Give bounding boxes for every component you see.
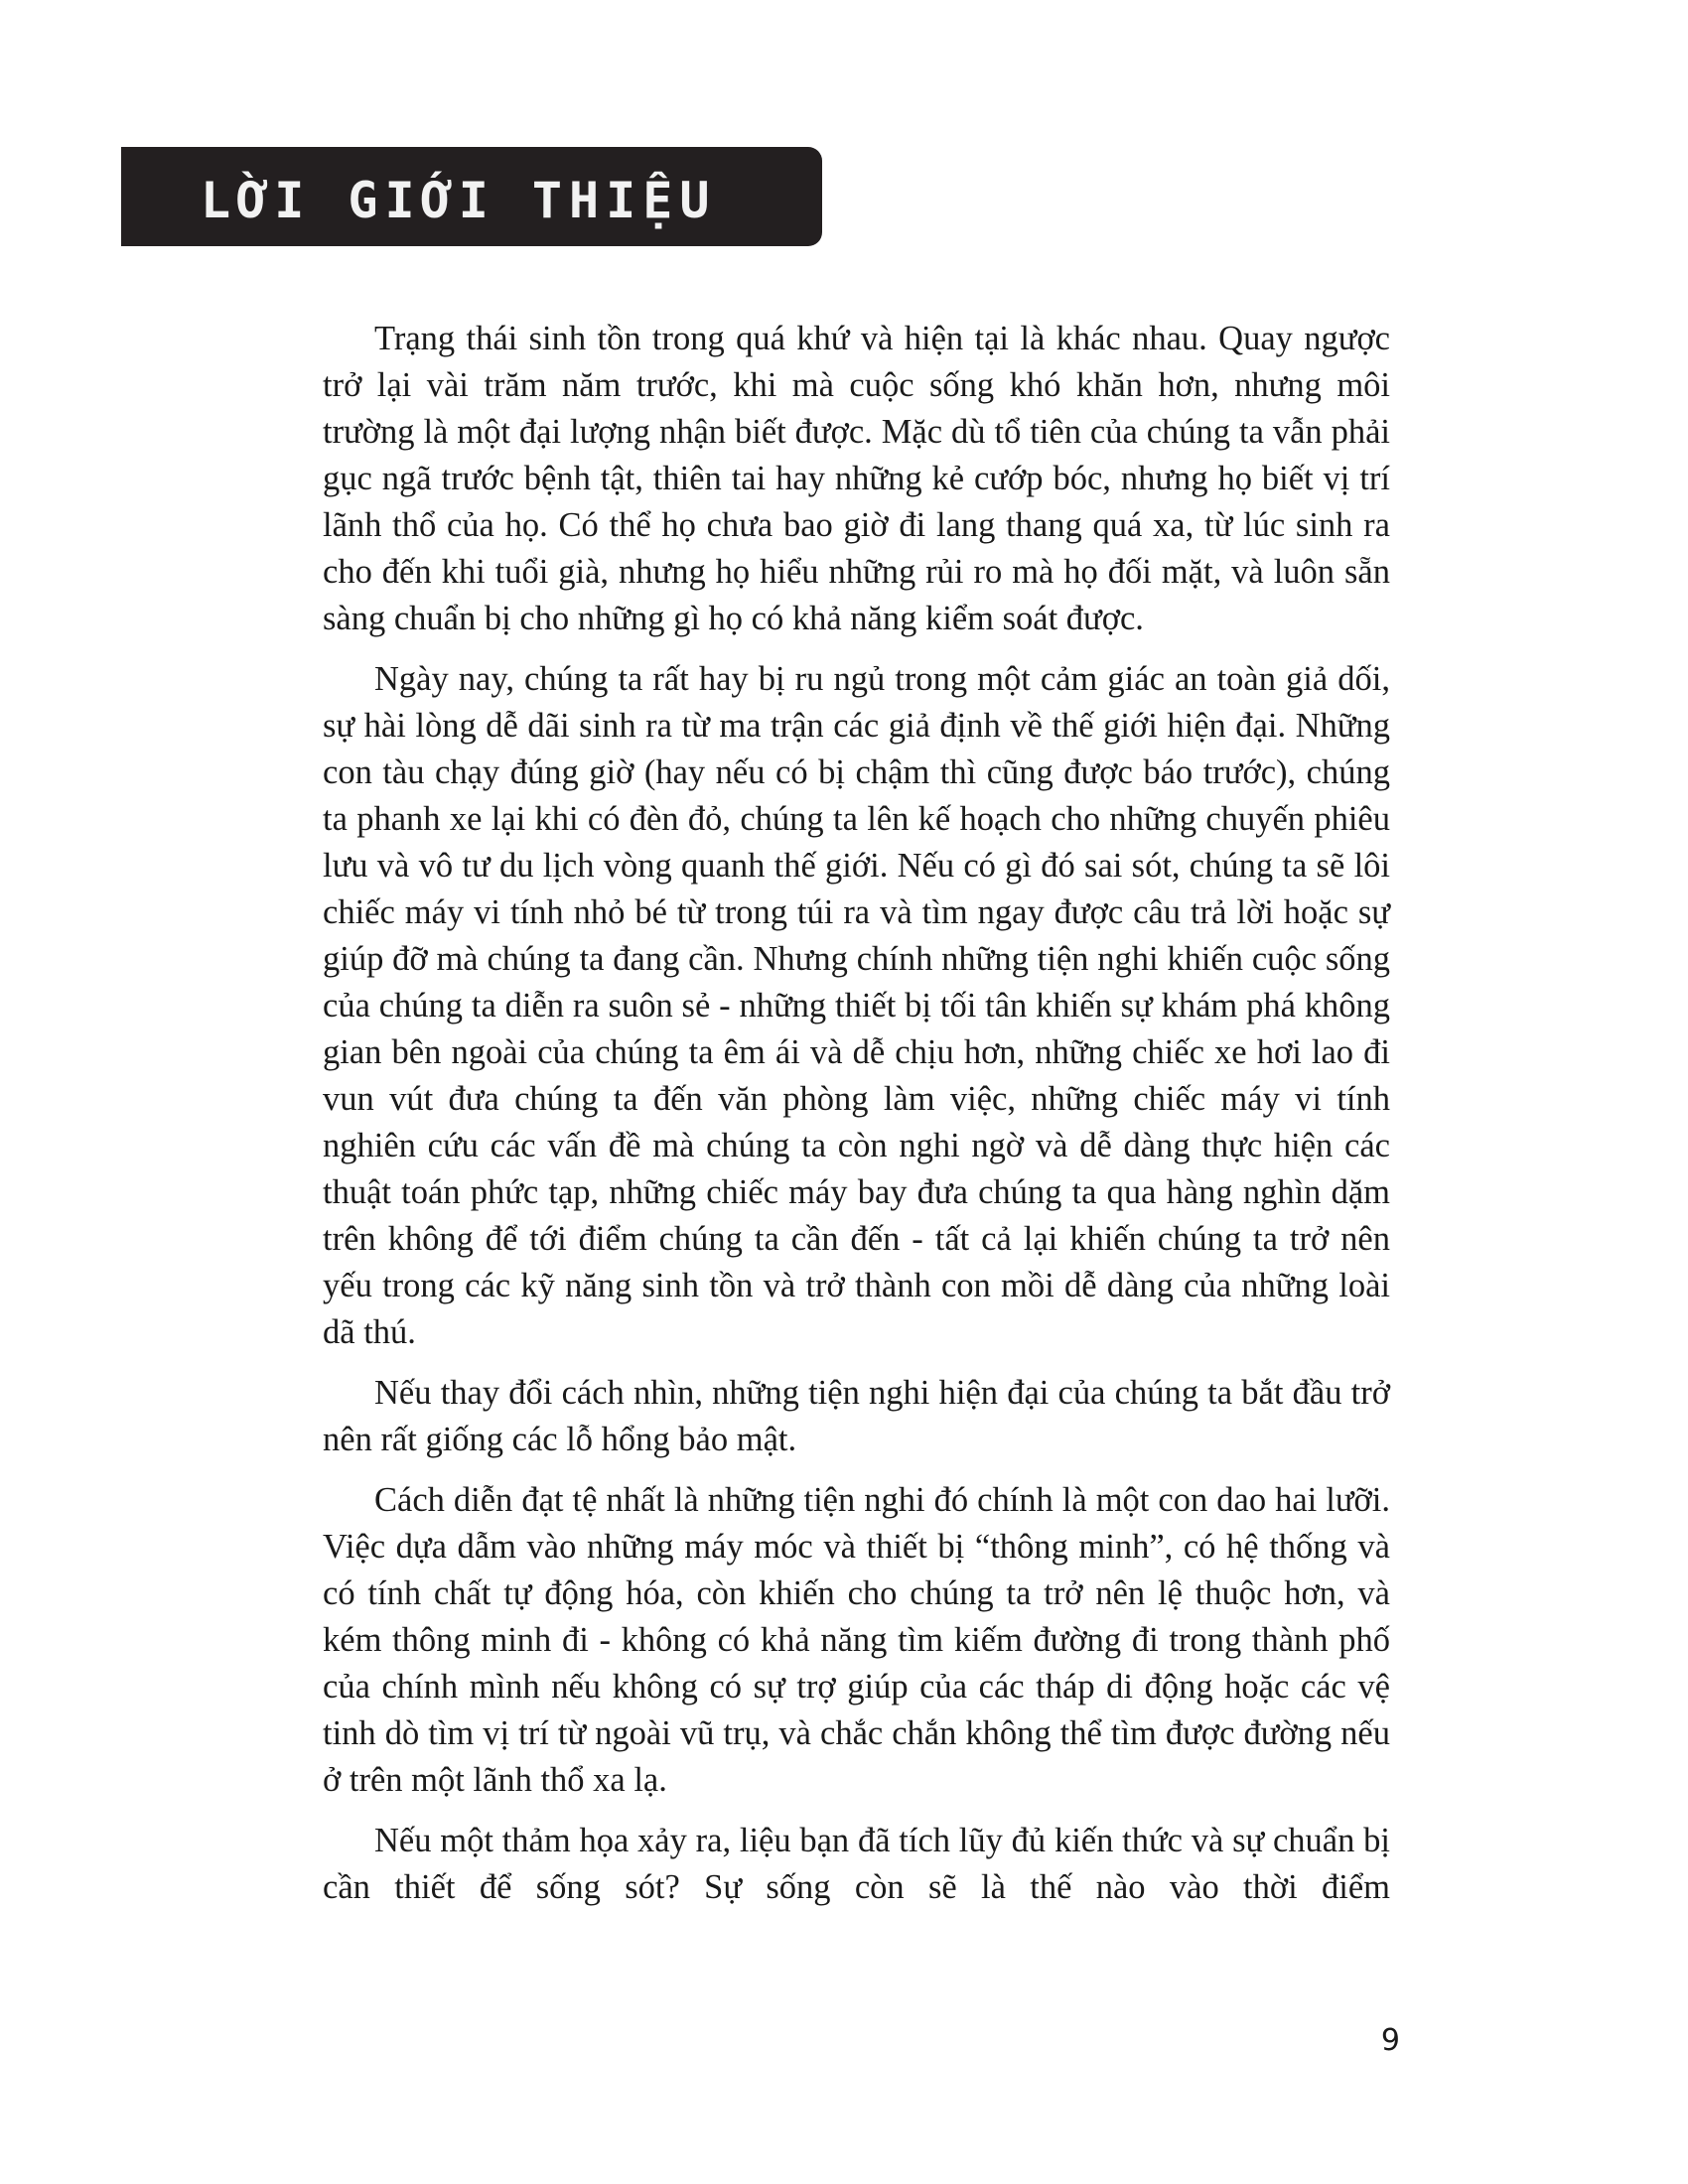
paragraph-1: Trạng thái sinh tồn trong quá khứ và hiện tại là khác nhau. Quay ngược trở lại vài trăm năm trước, khi mà cuộc sống khó khăn hơn, nhưng môi trường là một đại lượng nhận biết được. Mặc dù tổ tiên của chúng ta vẫn phải gục ngã trước bệnh tật, thiên tai hay những kẻ cướp bóc, nhưng họ biết vị trí lãnh thổ của họ. Có thể họ chưa bao giờ đi lang thang quá xa, từ lúc sinh ra cho đến khi tuổi già, nhưng họ hiểu những rủi ro mà họ đối mặt, và luôn sẵn sàng chuẩn bị cho những gì họ có khả năng kiểm soát được. <box>323 320 1390 637</box>
paragraph-3: Nếu thay đổi cách nhìn, những tiện nghi hiện đại của chúng ta bắt đầu trở nên rất giống các lỗ hổng bảo mật. <box>323 1374 1390 1458</box>
paragraph-4: Cách diễn đạt tệ nhất là những tiện nghi đó chính là một con dao hai lưỡi. Việc dựa dẫm vào những máy móc và thiết bị “thông minh”, có hệ thống và có tính chất tự động hóa, còn khiến cho chúng ta trở nên lệ thuộc hơn, và kém thông minh đi - không có khả năng tìm kiếm đường đi trong thành phố của chính mình nếu không có sự trợ giúp của các tháp di động hoặc các vệ tinh dò tìm vị trí từ ngoài vũ trụ, và chắc chắn không thể tìm được đường nếu ở trên một lãnh thổ xa lạ. <box>323 1481 1390 1799</box>
paragraph-2: Ngày nay, chúng ta rất hay bị ru ngủ trong một cảm giác an toàn giả dối, sự hài lòng dễ dãi sinh ra từ ma trận các giả định về thế giới hiện đại. Những con tàu chạy đúng giờ (hay nếu có bị chậm thì cũng được báo trước), chúng ta phanh xe lại khi có đèn đỏ, chúng ta lên kế hoạch cho những chuyến phiêu lưu và vô tư du lịch vòng quanh thế giới. Nếu có gì đó sai sót, chúng ta sẽ lôi chiếc máy vi tính nhỏ bé từ trong túi ra và tìm ngay được câu trả lời hoặc sự giúp đỡ mà chúng ta đang cần. Nhưng chính những tiện nghi khiến cuộc sống của chúng ta diễn ra suôn sẻ - những thiết bị tối tân khiến sự khám phá không gian bên ngoài của chúng ta êm ái và dễ chịu hơn, những chiếc xe hơi lao đi vun vút đưa chúng ta đến văn phòng làm việc, những chiếc máy vi tính nghiên cứu các vấn đề mà chúng ta còn nghi ngờ và dễ dàng thực hiện các thuật toán phức tạp, những chiếc máy bay đưa chúng ta qua hàng nghìn dặm trên không để tới điểm chúng ta cần đến - tất cả lại khiến chúng ta trở nên yếu trong các kỹ năng sinh tồn và trở thành con mồi dễ dàng của những loài dã thú. <box>323 660 1390 1351</box>
paragraph-5: Nếu một thảm họa xảy ra, liệu bạn đã tích lũy đủ kiến thức và sự chuẩn bị cần thiết để sống sót? Sự sống còn sẽ là thế nào vào thời điểm <box>323 1822 1390 1906</box>
body-text <box>323 316 1390 1925</box>
page-number: 9 <box>1380 2023 1400 2058</box>
chapter-title: LỜI GIỚI THIỆU <box>201 172 717 229</box>
